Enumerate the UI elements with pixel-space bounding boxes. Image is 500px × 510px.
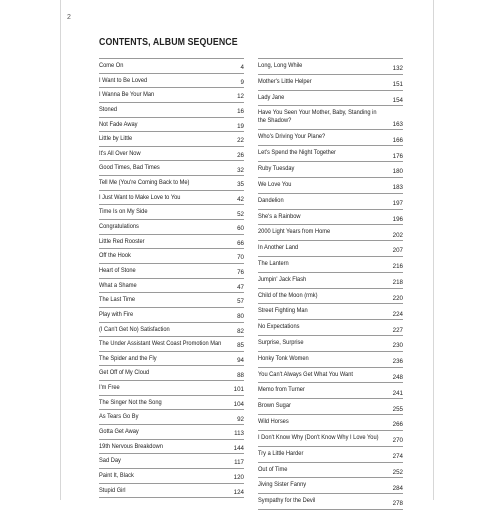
page-ref: 255 — [392, 405, 403, 413]
contents-entry — [99, 220, 244, 235]
contents-entry — [99, 410, 244, 425]
page-ref: 22 — [237, 137, 244, 145]
song-title: Get Off of My Cloud — [99, 369, 150, 377]
song-title: The Lantern — [258, 259, 289, 267]
page-ref: 12 — [237, 93, 244, 101]
page-ref: 270 — [392, 437, 403, 445]
page-ref: 220 — [392, 294, 403, 302]
song-title: Time Is on My Side — [99, 208, 148, 216]
song-title: Try a Little Harder — [258, 449, 304, 457]
contents-entry — [258, 399, 403, 415]
page-ref: 4 — [240, 64, 244, 72]
song-title: Come On — [99, 62, 124, 69]
contents-entry — [99, 118, 244, 133]
contents-entry — [99, 440, 244, 455]
page-ref: 236 — [392, 358, 403, 366]
page-ref: 284 — [392, 484, 403, 492]
page-ref: 197 — [392, 200, 403, 207]
page-ref: 57 — [237, 298, 244, 306]
page-ref: 47 — [237, 283, 244, 291]
song-title: Sympathy for the Devil — [258, 497, 316, 505]
page-ref: 120 — [233, 474, 244, 482]
page-ref: 202 — [392, 231, 403, 239]
contents-entry — [99, 337, 244, 352]
contents-entry — [258, 447, 403, 463]
song-title: The Last Time — [99, 296, 136, 304]
page-ref: 70 — [237, 254, 244, 262]
song-title: As Tears Go By — [99, 413, 139, 421]
page-ref: 94 — [237, 356, 244, 364]
contents-entry — [258, 383, 403, 399]
contents-entry — [99, 381, 244, 396]
page-ref: 35 — [237, 181, 244, 189]
song-title: Long, Long While — [258, 62, 303, 69]
song-title: What a Shame — [99, 281, 137, 289]
song-title: Heart of Stone — [99, 266, 136, 274]
page-ref: 101 — [233, 386, 244, 394]
page-ref: 196 — [392, 215, 403, 223]
song-title: I Don't Know Why (Don't Know Why I Love You) — [258, 433, 379, 441]
page-ref: 278 — [392, 500, 403, 508]
song-title: Good Times, Bad Times — [99, 164, 160, 172]
song-title: Jiving Sister Fanny — [258, 481, 307, 489]
song-title: Ruby Tuesday — [258, 165, 295, 173]
contents-entry — [99, 161, 244, 176]
contents-entry — [99, 176, 244, 191]
song-title: Lady Jane — [258, 93, 285, 101]
song-title: Child of the Moon (rmk) — [258, 291, 318, 299]
contents-entry — [258, 431, 403, 447]
page-ref: 85 — [237, 342, 244, 350]
song-title: Street Fighting Man — [258, 307, 308, 315]
page-ref: 26 — [237, 151, 244, 159]
page-ref: 19 — [237, 122, 244, 130]
page-ref: 154 — [392, 96, 403, 104]
song-title: Let's Spend the Night Together — [258, 149, 336, 157]
page-ref: 9 — [240, 78, 244, 86]
page-ref: 227 — [392, 326, 403, 334]
contents-entry — [258, 225, 403, 241]
song-title: Memo from Turner — [258, 386, 305, 394]
song-title: Sad Day — [99, 457, 121, 465]
song-title: The Singer Not the Song — [99, 398, 162, 406]
contents-entry — [258, 368, 403, 384]
song-title: Jumpin' Jack Flash — [258, 275, 307, 283]
contents-entry — [258, 194, 403, 210]
page-ref: 80 — [237, 313, 244, 321]
song-title: Out of Time — [258, 465, 288, 473]
page-ref: 248 — [392, 373, 403, 381]
contents-entry — [99, 264, 244, 279]
song-title: Honky Tonk Women — [258, 354, 309, 362]
contents-entry — [99, 103, 244, 118]
song-title: Stupid Girl — [99, 486, 126, 494]
song-title: Congratulations — [99, 223, 139, 231]
contents-entry — [99, 293, 244, 308]
song-title: Not Fade Away — [99, 120, 138, 128]
song-title: Play with Fire — [99, 310, 134, 318]
song-title: Tell Me (You're Coming Back to Me) — [99, 179, 190, 187]
song-title: I Want to Be Loved — [99, 76, 148, 84]
contents-entry — [99, 396, 244, 411]
page-ref: 16 — [237, 108, 244, 116]
song-title: Surprise, Surprise — [258, 339, 304, 346]
contents-entry — [99, 484, 244, 499]
page-ref: 151 — [392, 81, 403, 89]
page-ref: 252 — [392, 468, 403, 476]
song-title: Off the Hook — [99, 252, 131, 260]
song-title: Mother's Little Helper — [258, 77, 312, 85]
contents-entry — [258, 304, 403, 320]
contents-entry — [258, 241, 403, 257]
contents-entry — [258, 289, 403, 305]
page-ref: 66 — [237, 239, 244, 247]
song-title: Stoned — [99, 105, 118, 113]
song-title: Who's Driving Your Plane? — [258, 133, 326, 141]
page-ref: 218 — [392, 279, 403, 287]
contents-entry — [258, 352, 403, 368]
page-ref: 124 — [233, 488, 244, 496]
contents-entry — [99, 454, 244, 469]
contents-entry — [258, 320, 403, 336]
contents-entry — [258, 415, 403, 431]
contents-entry — [258, 130, 403, 146]
contents-entry — [99, 249, 244, 264]
page-ref: 274 — [392, 453, 403, 460]
page-ref: 241 — [392, 389, 403, 397]
contents-entry — [258, 336, 403, 352]
song-title: Dandelion — [258, 196, 284, 204]
contents-entry — [258, 146, 403, 162]
page-ref: 132 — [392, 65, 403, 73]
contents-entry — [99, 308, 244, 323]
song-title: No Expectations — [258, 323, 300, 331]
contents-entry — [99, 88, 244, 103]
song-title: Gotta Get Away — [99, 428, 139, 436]
page-ref: 230 — [392, 342, 403, 350]
page-ref: 183 — [392, 184, 403, 192]
contents-entry — [99, 323, 244, 338]
song-title: The Under Assistant West Coast Promotion Man — [99, 340, 222, 348]
contents-entry — [258, 257, 403, 273]
contents-entry — [258, 75, 403, 91]
song-title: Brown Sugar — [258, 402, 291, 410]
contents-entry — [99, 74, 244, 89]
contents-entry — [99, 59, 244, 74]
song-title: It's All Over Now — [99, 149, 141, 157]
contents-entry — [258, 162, 403, 178]
contents-entry — [258, 478, 403, 494]
page-ref: 266 — [392, 421, 403, 429]
contents-entry — [99, 191, 244, 206]
contents-entry — [99, 205, 244, 220]
page-ref: 166 — [392, 136, 403, 144]
song-title: Little by Little — [99, 135, 133, 143]
contents-entry — [258, 273, 403, 289]
song-title: Have You Seen Your Mother, Baby, Standing in the Shadow? — [258, 109, 377, 124]
contents-entry — [258, 210, 403, 226]
page-ref: 216 — [392, 263, 403, 271]
contents-entry — [258, 494, 403, 510]
page-ref: 117 — [234, 459, 244, 467]
contents-entry — [99, 132, 244, 147]
contents-entry — [99, 147, 244, 162]
song-title: Wild Horses — [258, 418, 289, 426]
page-number: 2 — [67, 14, 71, 21]
contents-entry — [99, 352, 244, 367]
document-page — [60, 0, 434, 508]
page-ref: 180 — [392, 168, 403, 176]
page-title: CONTENTS, ALBUM SEQUENCE — [99, 37, 238, 48]
page-ref: 60 — [237, 225, 244, 233]
song-title: 2000 Light Years from Home — [258, 228, 331, 236]
song-title: (I Can't Get No) Satisfaction — [99, 325, 170, 333]
song-title: Paint It, Black — [99, 471, 134, 479]
contents-entry — [99, 425, 244, 440]
contents-entry — [99, 279, 244, 294]
page-ref: 76 — [237, 269, 244, 277]
page-ref: 113 — [234, 430, 244, 438]
page-ref: 224 — [392, 310, 403, 318]
contents-entry — [258, 91, 403, 107]
song-title: 19th Nervous Breakdown — [99, 442, 163, 450]
contents-left-column — [99, 58, 244, 498]
contents-entry — [258, 59, 403, 75]
page-ref: 144 — [233, 444, 244, 452]
contents-entry — [258, 463, 403, 479]
song-title: I'm Free — [99, 384, 120, 392]
page-ref: 92 — [237, 415, 244, 423]
song-title: In Another Land — [258, 244, 299, 252]
song-title: Little Red Rooster — [99, 237, 145, 245]
page-ref: 82 — [237, 327, 244, 335]
page-ref: 32 — [237, 166, 244, 174]
contents-right-column — [258, 58, 403, 510]
song-title: She's a Rainbow — [258, 212, 301, 220]
contents-entry — [99, 366, 244, 381]
page-ref: 207 — [392, 247, 403, 255]
page-ref: 88 — [237, 371, 244, 379]
page-ref: 176 — [392, 152, 403, 160]
song-title: I Just Want to Make Love to You — [99, 193, 181, 201]
contents-entry — [99, 469, 244, 484]
song-title: The Spider and the Fly — [99, 354, 157, 362]
song-title: I Wanna Be Your Man — [99, 91, 155, 99]
page-ref: 52 — [237, 210, 244, 218]
contents-entry — [258, 106, 403, 130]
page-ref: 163 — [392, 120, 403, 128]
contents-entry — [99, 235, 244, 250]
page-ref: 42 — [237, 195, 244, 203]
song-title: We Love You — [258, 180, 292, 188]
page-ref: 104 — [233, 400, 244, 408]
song-title: You Can't Always Get What You Want — [258, 370, 353, 378]
contents-entry — [258, 178, 403, 194]
